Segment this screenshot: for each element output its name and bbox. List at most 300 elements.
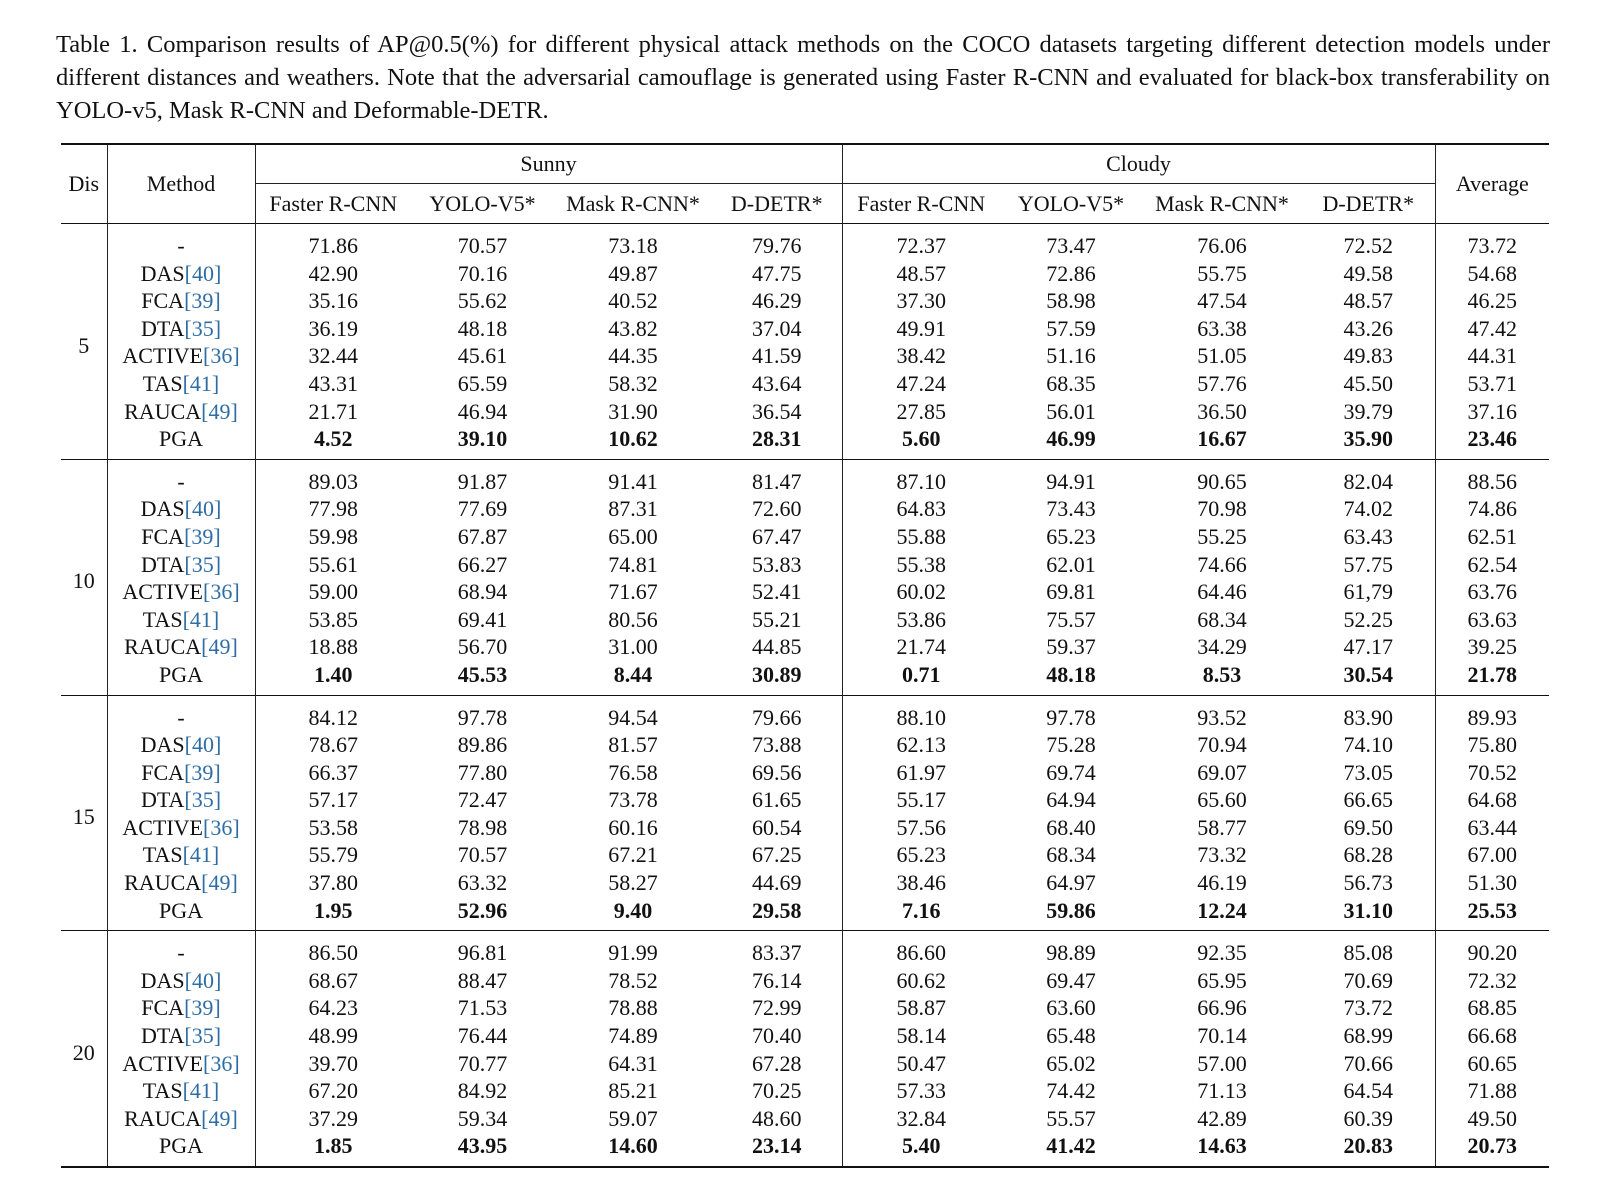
value-cell: 66.27	[457, 551, 508, 577]
table-row	[61, 1105, 1549, 1133]
value-cell: 51.30	[1467, 870, 1518, 896]
value-cell: 44.35	[608, 343, 658, 369]
method-name: FCA	[141, 759, 185, 785]
value-cell: 57.00	[1197, 1050, 1247, 1076]
value-cell: 60.39	[1302, 1105, 1435, 1133]
value-cell: 64.97	[1046, 870, 1096, 896]
value-cell: 79.66	[712, 695, 842, 731]
value-cell: 57.59	[1046, 315, 1096, 341]
citation-link[interactable]: [41]	[182, 606, 220, 632]
value-cell: 66.68	[1467, 1023, 1518, 1049]
value-cell: 70.16	[457, 260, 508, 286]
value-cell: 42.89	[1197, 1105, 1247, 1131]
method-cell	[107, 759, 255, 787]
model-header: Mask R-CNN*	[1142, 184, 1302, 224]
value-cell: 57.17	[308, 787, 358, 813]
value-cell: 58.77	[1197, 814, 1247, 840]
value-cell: 65.23	[1046, 523, 1096, 549]
citation-link[interactable]: [36]	[203, 814, 240, 840]
value-cell: 31.10	[1302, 897, 1435, 931]
table-row	[61, 897, 1549, 931]
value-cell: 21.78	[1467, 661, 1518, 687]
value-cell: 58.87	[896, 995, 946, 1021]
citation-link[interactable]: [36]	[203, 343, 240, 369]
value-cell: 81.57	[608, 732, 658, 758]
citation-link[interactable]: [49]	[201, 1105, 238, 1131]
value-cell: 69.50	[1302, 814, 1435, 842]
value-cell: 69.47	[1046, 967, 1096, 993]
value-cell: 20.73	[1467, 1133, 1518, 1159]
value-cell: 77.98	[308, 496, 358, 522]
value-cell: 48.57	[896, 260, 946, 286]
value-cell: 1.95	[314, 897, 353, 923]
value-cell: 71.67	[608, 579, 658, 605]
citation-link[interactable]: [35]	[184, 1023, 222, 1049]
value-cell: 46.29	[712, 287, 842, 315]
value-cell: 67.47	[712, 523, 842, 551]
value-cell: 59.37	[1046, 634, 1096, 660]
table-row	[61, 786, 1549, 814]
value-cell: 68.34	[1046, 842, 1096, 868]
value-cell: 70.57	[457, 842, 508, 868]
value-cell: 48.18	[1046, 661, 1096, 687]
value-cell: 76.58	[608, 759, 658, 785]
method-name: -	[177, 940, 185, 966]
table-row	[61, 1132, 1549, 1167]
table-row	[61, 1022, 1549, 1050]
method-cell	[107, 315, 255, 343]
value-cell: 4.52	[314, 426, 353, 452]
value-cell: 53.58	[308, 814, 358, 840]
value-cell: 31.00	[608, 634, 658, 660]
method-cell	[107, 342, 255, 370]
citation-link[interactable]: [49]	[201, 870, 238, 896]
model-header: YOLO-V5*	[1000, 184, 1142, 224]
citation-link[interactable]: [35]	[184, 787, 222, 813]
value-cell: 51.16	[1046, 343, 1096, 369]
value-cell: 20.83	[1302, 1132, 1435, 1167]
table-row	[61, 315, 1549, 343]
method-cell	[107, 1132, 255, 1167]
value-cell: 18.88	[308, 634, 358, 660]
value-cell: 43.26	[1302, 315, 1435, 343]
value-cell: 80.56	[608, 606, 658, 632]
model-header: Faster R-CNN	[255, 184, 411, 224]
citation-link[interactable]: [39]	[184, 995, 221, 1021]
value-cell: 98.89	[1046, 940, 1096, 966]
value-cell: 91.99	[608, 940, 658, 966]
value-cell: 70.98	[1197, 496, 1247, 522]
method-name: DAS	[140, 260, 185, 286]
value-cell: 92.35	[1197, 940, 1247, 966]
table-row	[61, 967, 1549, 995]
average-header: Average	[1455, 171, 1529, 196]
method-cell	[107, 370, 255, 398]
table-row	[61, 398, 1549, 426]
value-cell: 74.10	[1302, 731, 1435, 759]
value-cell: 28.31	[712, 425, 842, 459]
table-row	[61, 695, 1549, 731]
value-cell: 23.46	[1467, 426, 1518, 452]
value-cell: 90.20	[1467, 940, 1518, 966]
value-cell: 70.69	[1302, 967, 1435, 995]
value-cell: 74.81	[608, 551, 658, 577]
method-cell	[107, 1077, 255, 1105]
method-cell	[107, 1105, 255, 1133]
table-row	[61, 260, 1549, 288]
method-cell	[107, 994, 255, 1022]
value-cell: 55.79	[308, 842, 358, 868]
value-cell: 91.87	[457, 468, 508, 494]
value-cell: 55.38	[896, 551, 946, 577]
citation-link[interactable]: [49]	[201, 634, 238, 660]
value-cell: 37.16	[1467, 398, 1518, 424]
value-cell: 64.54	[1302, 1077, 1435, 1105]
value-cell: 72.60	[712, 495, 842, 523]
method-name: DAS	[140, 732, 185, 758]
value-cell: 62.01	[1046, 551, 1096, 577]
method-name: -	[177, 704, 185, 730]
value-cell: 34.29	[1197, 634, 1247, 660]
method-name: FCA	[141, 523, 185, 549]
value-cell: 68.28	[1302, 841, 1435, 869]
table-row	[61, 370, 1549, 398]
method-cell	[107, 495, 255, 523]
value-cell: 85.08	[1302, 931, 1435, 967]
value-cell: 43.95	[457, 1133, 508, 1159]
method-cell	[107, 661, 255, 695]
value-cell: 14.63	[1197, 1133, 1247, 1159]
citation-link[interactable]: [39]	[184, 288, 221, 314]
value-cell: 68.67	[308, 967, 358, 993]
value-cell: 57.75	[1302, 551, 1435, 579]
table-row	[61, 578, 1549, 606]
value-cell: 79.76	[712, 224, 842, 260]
citation-link[interactable]: [40]	[184, 732, 222, 758]
value-cell: 97.78	[1046, 704, 1096, 730]
value-cell: 41.42	[1046, 1133, 1096, 1159]
value-cell: 68.40	[1046, 814, 1096, 840]
value-cell: 93.52	[1197, 704, 1247, 730]
table-row	[61, 287, 1549, 315]
method-name: DAS	[140, 967, 185, 993]
value-cell: 51.05	[1197, 343, 1247, 369]
value-cell: 48.99	[308, 1023, 358, 1049]
value-cell: 58.27	[608, 870, 658, 896]
value-cell: 69.56	[712, 759, 842, 787]
method-cell	[107, 425, 255, 459]
table-row	[61, 1077, 1549, 1105]
value-cell: 45.53	[457, 661, 508, 687]
value-cell: 52.25	[1302, 606, 1435, 634]
method-name: RAUCA	[124, 870, 202, 896]
value-cell: 53.86	[896, 606, 946, 632]
distance-cell: 10	[61, 459, 107, 695]
method-name: PGA	[158, 1133, 203, 1159]
table-row	[61, 342, 1549, 370]
value-cell: 63.63	[1467, 606, 1518, 632]
value-cell: 35.90	[1302, 425, 1435, 459]
cloudy-header: Cloudy	[842, 144, 1435, 184]
citation-link[interactable]: [40]	[184, 260, 222, 286]
method-name: ACTIVE	[122, 1050, 203, 1076]
value-cell: 89.86	[457, 732, 508, 758]
value-cell: 53.71	[1467, 370, 1518, 396]
value-cell: 67.00	[1467, 842, 1518, 868]
value-cell: 61.97	[896, 759, 946, 785]
table-row	[61, 661, 1549, 695]
citation-link[interactable]: [35]	[184, 551, 222, 577]
value-cell: 53.85	[308, 606, 358, 632]
method-name: RAUCA	[124, 398, 202, 424]
citation-link[interactable]: [40]	[184, 496, 222, 522]
method-name: DTA	[140, 315, 185, 341]
value-cell: 49.58	[1302, 260, 1435, 288]
value-cell: 72.86	[1046, 260, 1096, 286]
method-cell	[107, 578, 255, 606]
value-cell: 67.87	[457, 523, 508, 549]
model-header: D-DETR*	[712, 184, 842, 224]
value-cell: 46.94	[457, 398, 508, 424]
value-cell: 78.88	[608, 995, 658, 1021]
value-cell: 77.69	[457, 496, 508, 522]
value-cell: 65.60	[1197, 787, 1247, 813]
value-cell: 46.19	[1197, 870, 1247, 896]
value-cell: 84.12	[308, 704, 358, 730]
value-cell: 76.14	[712, 967, 842, 995]
method-cell	[107, 897, 255, 931]
value-cell: 63.76	[1467, 579, 1518, 605]
value-cell: 48.57	[1302, 287, 1435, 315]
value-cell: 39.10	[457, 426, 508, 452]
value-cell: 56.73	[1302, 869, 1435, 897]
value-cell: 65.23	[896, 842, 946, 868]
method-cell	[107, 260, 255, 288]
method-name: DAS	[140, 496, 185, 522]
citation-link[interactable]: [36]	[203, 579, 240, 605]
table-row	[61, 731, 1549, 759]
method-cell	[107, 869, 255, 897]
table-row	[61, 759, 1549, 787]
method-cell	[107, 814, 255, 842]
value-cell: 14.60	[608, 1133, 658, 1159]
method-name: RAUCA	[124, 1105, 202, 1131]
value-cell: 54.68	[1467, 260, 1518, 286]
table-row	[61, 994, 1549, 1022]
value-cell: 70.40	[712, 1022, 842, 1050]
value-cell: 70.14	[1197, 1023, 1247, 1049]
citation-link[interactable]: [41]	[182, 370, 220, 396]
value-cell: 72.32	[1467, 967, 1518, 993]
value-cell: 87.31	[608, 496, 658, 522]
value-cell: 57.56	[896, 814, 946, 840]
dis-header: Dis	[61, 144, 107, 224]
value-cell: 91.41	[608, 468, 658, 494]
value-cell: 47.24	[896, 370, 946, 396]
value-cell: 86.50	[308, 940, 358, 966]
value-cell: 73.05	[1302, 759, 1435, 787]
value-cell: 87.10	[896, 468, 946, 494]
value-cell: 94.91	[1046, 468, 1096, 494]
method-cell	[107, 224, 255, 260]
value-cell: 65.00	[608, 523, 658, 549]
value-cell: 30.54	[1302, 661, 1435, 695]
value-cell: 73.72	[1302, 994, 1435, 1022]
value-cell: 73.47	[1046, 233, 1096, 258]
value-cell: 42.90	[308, 260, 358, 286]
value-cell: 64.94	[1046, 787, 1096, 813]
value-cell: 55.62	[457, 288, 508, 314]
value-cell: 56.70	[457, 634, 508, 660]
value-cell: 5.60	[902, 426, 941, 452]
table-row	[61, 633, 1549, 661]
value-cell: 55.61	[308, 551, 358, 577]
value-cell: 1.85	[314, 1133, 353, 1159]
value-cell: 62.54	[1467, 551, 1518, 577]
value-cell: 70.94	[1197, 732, 1247, 758]
value-cell: 41.59	[712, 342, 842, 370]
method-header: Method	[107, 144, 255, 224]
value-cell: 31.90	[608, 398, 658, 424]
value-cell: 39.25	[1467, 634, 1518, 660]
value-cell: 37.80	[308, 870, 358, 896]
value-cell: 73.72	[1467, 233, 1518, 258]
value-cell: 66.96	[1197, 995, 1247, 1021]
value-cell: 32.84	[896, 1105, 946, 1131]
method-name: RAUCA	[124, 634, 202, 660]
value-cell: 43.82	[608, 315, 658, 341]
citation-link[interactable]: [41]	[182, 842, 220, 868]
value-cell: 66.37	[308, 759, 358, 785]
value-cell: 74.86	[1467, 496, 1518, 522]
value-cell: 61.65	[712, 786, 842, 814]
value-cell: 44.31	[1467, 343, 1518, 369]
value-cell: 65.59	[457, 370, 508, 396]
value-cell: 68.35	[1046, 370, 1096, 396]
value-cell: 62.51	[1467, 523, 1518, 549]
value-cell: 70.66	[1302, 1050, 1435, 1078]
value-cell: 73.18	[608, 233, 658, 258]
distance-cell: 15	[61, 695, 107, 931]
value-cell: 76.06	[1197, 233, 1247, 258]
method-cell	[107, 695, 255, 731]
value-cell: 70.77	[457, 1050, 508, 1076]
method-name: ACTIVE	[122, 343, 203, 369]
citation-link[interactable]: [39]	[184, 523, 221, 549]
value-cell: 0.71	[902, 661, 941, 687]
value-cell: 58.32	[608, 370, 658, 396]
table-row	[61, 523, 1549, 551]
citation-link[interactable]: [40]	[184, 967, 222, 993]
value-cell: 67.25	[712, 841, 842, 869]
method-cell	[107, 841, 255, 869]
value-cell: 78.67	[308, 732, 358, 758]
value-cell: 55.17	[896, 787, 946, 813]
method-name: -	[177, 233, 185, 258]
value-cell: 56.01	[1046, 398, 1096, 424]
value-cell: 12.24	[1197, 897, 1247, 923]
sunny-header: Sunny	[255, 144, 842, 184]
method-name: DTA	[140, 1023, 185, 1049]
method-cell	[107, 967, 255, 995]
method-name: -	[177, 468, 185, 494]
method-cell	[107, 931, 255, 967]
value-cell: 86.60	[896, 940, 946, 966]
value-cell: 88.10	[896, 704, 946, 730]
value-cell: 64.68	[1467, 787, 1518, 813]
value-cell: 68.85	[1467, 995, 1518, 1021]
distance-cell: 5	[61, 224, 107, 460]
method-cell	[107, 1022, 255, 1050]
value-cell: 71.86	[308, 233, 358, 258]
value-cell: 81.47	[712, 459, 842, 495]
table-row	[61, 814, 1549, 842]
value-cell: 8.44	[613, 661, 653, 687]
value-cell: 44.85	[712, 633, 842, 661]
method-name: FCA	[141, 995, 185, 1021]
method-cell	[107, 523, 255, 551]
value-cell: 58.98	[1046, 288, 1096, 314]
citation-link[interactable]: [39]	[184, 759, 221, 785]
citation-link[interactable]: [49]	[201, 398, 238, 424]
value-cell: 65.95	[1197, 967, 1247, 993]
value-cell: 40.52	[608, 288, 658, 314]
value-cell: 97.78	[457, 704, 508, 730]
table-row	[61, 869, 1549, 897]
value-cell: 52.41	[712, 578, 842, 606]
value-cell: 61,79	[1302, 578, 1435, 606]
value-cell: 60.16	[608, 814, 658, 840]
value-cell: 74.66	[1197, 551, 1247, 577]
value-cell: 60.02	[896, 579, 946, 605]
value-cell: 63.44	[1467, 814, 1518, 840]
value-cell: 68.34	[1197, 606, 1247, 632]
value-cell: 63.38	[1197, 315, 1247, 341]
value-cell: 64.23	[308, 995, 358, 1021]
value-cell: 65.02	[1046, 1050, 1096, 1076]
table-row	[61, 459, 1549, 495]
value-cell: 55.21	[712, 606, 842, 634]
method-name: PGA	[158, 897, 203, 923]
model-header: YOLO-V5*	[411, 184, 554, 224]
value-cell: 55.75	[1197, 260, 1247, 286]
value-cell: 73.88	[712, 731, 842, 759]
method-name: TAS	[142, 842, 183, 868]
value-cell: 65.48	[1046, 1023, 1096, 1049]
value-cell: 74.02	[1302, 495, 1435, 523]
value-cell: 59.86	[1046, 897, 1096, 923]
method-cell	[107, 731, 255, 759]
citation-link[interactable]: [35]	[184, 315, 222, 341]
value-cell: 44.69	[712, 869, 842, 897]
value-cell: 66.65	[1302, 786, 1435, 814]
value-cell: 38.42	[896, 343, 946, 369]
value-cell: 35.16	[308, 288, 358, 314]
value-cell: 71.88	[1467, 1078, 1518, 1104]
value-cell: 72.37	[896, 233, 946, 258]
value-cell: 76.44	[457, 1023, 508, 1049]
value-cell: 68.99	[1302, 1022, 1435, 1050]
method-name: TAS	[142, 370, 183, 396]
value-cell: 46.25	[1467, 288, 1518, 314]
citation-link[interactable]: [41]	[182, 1078, 220, 1104]
value-cell: 69.41	[457, 606, 508, 632]
value-cell: 73.32	[1197, 842, 1247, 868]
value-cell: 46.99	[1046, 426, 1096, 452]
citation-link[interactable]: [36]	[203, 1050, 240, 1076]
value-cell: 72.99	[712, 994, 842, 1022]
table-row	[61, 495, 1549, 523]
